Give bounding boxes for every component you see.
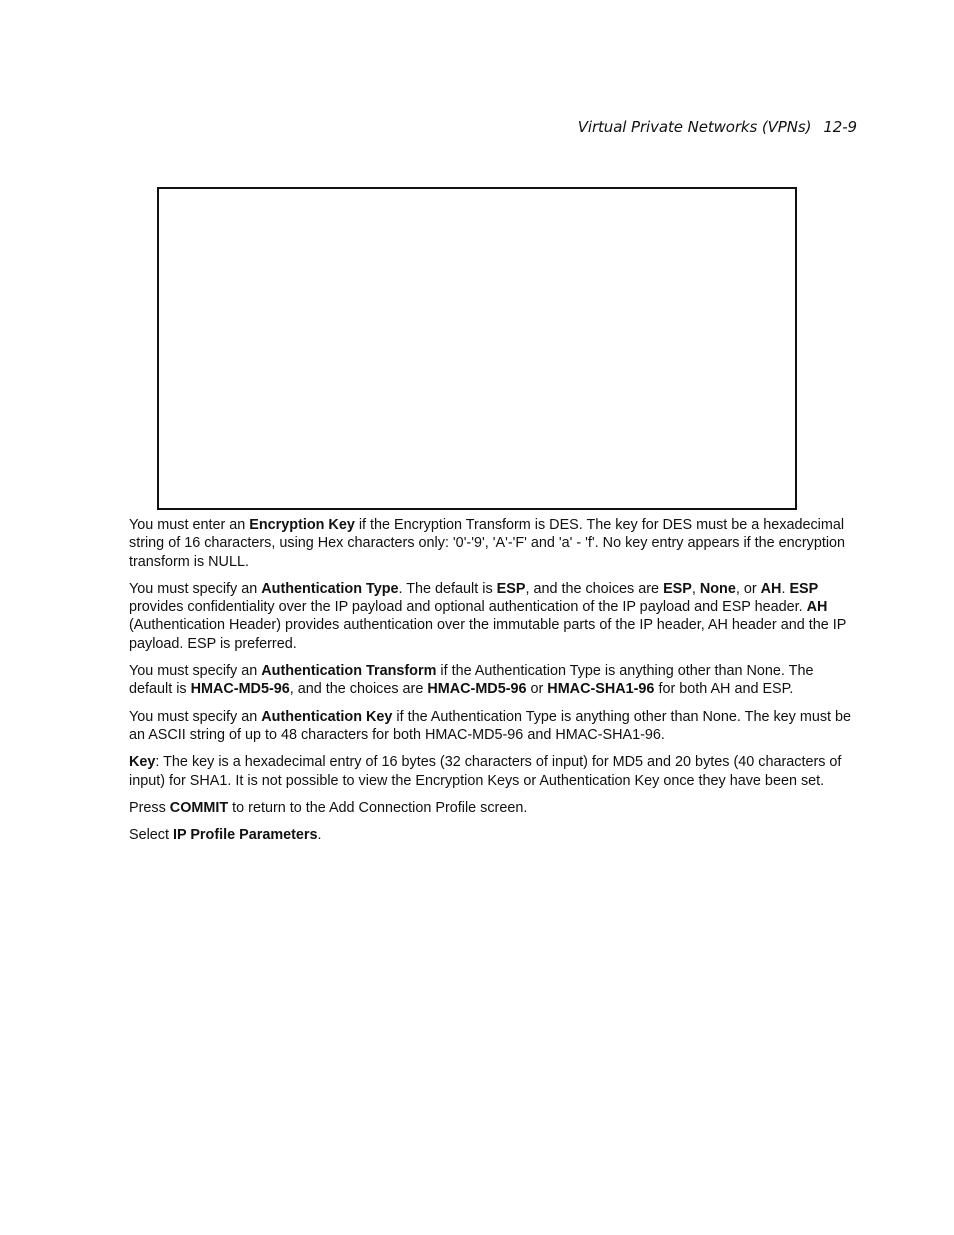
term-esp: ESP [789,580,819,597]
term-commit: COMMIT [169,799,229,816]
text: Press [129,799,170,816]
term-ah: AH [760,580,782,597]
text: You must specify an [129,708,262,725]
paragraph-key [129,753,859,790]
text: or [526,681,548,698]
text: , and the choices are [289,681,428,698]
paragraph-encryption-key [129,516,859,571]
text: , [691,580,700,597]
chapter-title: Virtual Private Networks (VPNs) [577,118,812,136]
text: , and the choices are [525,580,664,597]
term-hmac-md5-96: HMAC-MD5-96 [190,681,290,698]
text: . [781,580,790,597]
text: if the Authentication Type is anything other than None. The key must be an ASCII string of up to 48 characters for both HMAC-MD5-96 and HMAC-SHA1-96. [129,708,852,743]
term-authentication-type: Authentication Type [261,580,399,597]
term-authentication-key: Authentication Key [261,708,393,725]
term-hmac-sha1-96: HMAC-SHA1-96 [547,681,655,698]
text: to return to the Add Connection Profile screen. [228,799,528,816]
paragraph-commit [129,799,859,817]
term-none: None [699,580,736,597]
text: if the Authentication Type is anything other than None. The default is [129,663,814,698]
text: for both AH and ESP. [654,681,794,698]
paragraph-authentication-type [129,580,859,653]
paragraph-ip-profile [129,826,859,844]
text: provides confidentiality over the IP payload and optional authentication of the IP payload and ESP header. [129,599,807,616]
paragraph-authentication-key [129,708,859,745]
text: . [317,827,322,844]
text: (Authentication Header) provides authentication over the immutable parts of the IP header, AH header and the IP payload. ESP is preferred. [129,617,847,652]
term-ip-profile-parameters: IP Profile Parameters [173,827,318,844]
term-esp: ESP [663,580,692,597]
figure-placeholder-frame [157,187,797,510]
text: Select [129,827,173,844]
text: . The default is [398,580,497,597]
term-encryption-key: Encryption Key [249,517,355,533]
text: You must specify an [129,580,262,597]
text: , or [735,580,761,597]
term-key: Key [129,754,156,771]
term-ah: AH [806,599,828,616]
text: if the Encryption Transform is DES. The key for DES must be a hexadecimal string of 16 characters, using Hex characters only: '0'-'9', 'A'-'F' and 'a' - 'f'. No key entry appears if the encryption transform is NULL. [129,517,846,570]
page-number: 12-9 [823,118,857,136]
text: You must enter an [129,517,250,533]
body-text [129,516,859,853]
term-esp: ESP [496,580,526,597]
paragraph-authentication-transform [129,662,859,699]
term-hmac-md5-96: HMAC-MD5-96 [427,681,527,698]
text: You must specify an [129,663,262,680]
page-header [578,118,857,136]
term-authentication-transform: Authentication Transform [261,663,437,680]
text: : The key is a hexadecimal entry of 16 bytes (32 characters of input) for MD5 and 20 bytes (40 characters of input) for SHA1. It is not possible to view the Encryption Keys or Authentication Key once they have been set. [129,754,842,789]
